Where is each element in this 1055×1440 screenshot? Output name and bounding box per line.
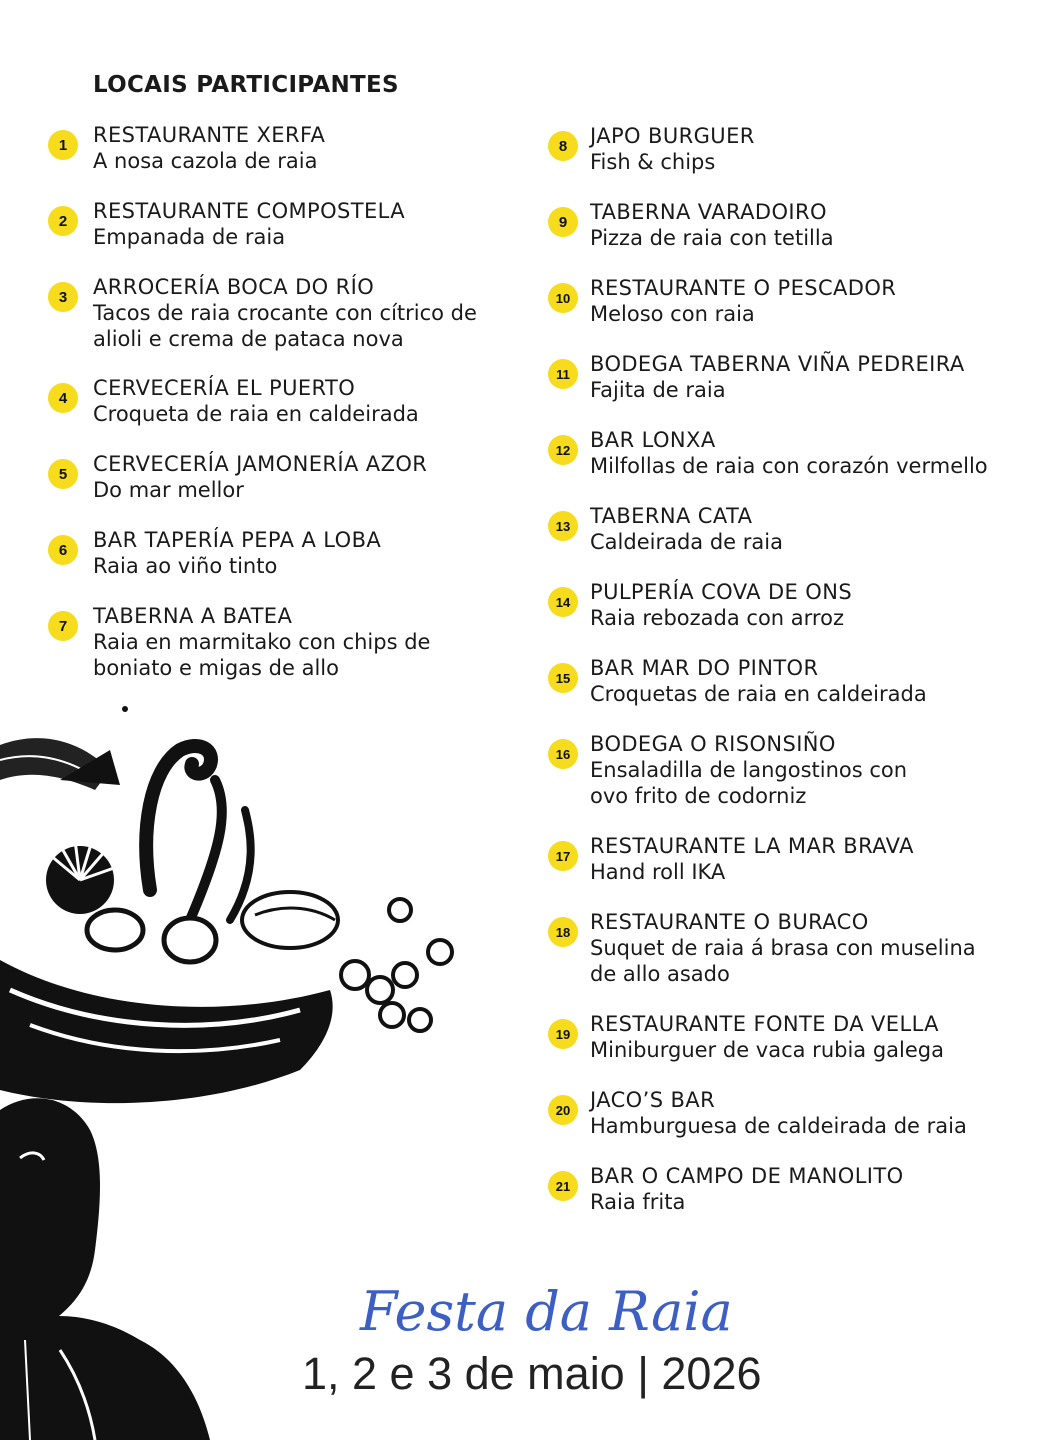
- venue-name: RESTAURANTE LA MAR BRAVA: [590, 834, 914, 858]
- dish-description: boniato e migas de allo: [93, 656, 339, 680]
- entry-number-badge: 8: [548, 131, 578, 161]
- venue-name: TABERNA A BATEA: [93, 604, 293, 628]
- entry-number-badge: 13: [548, 511, 578, 541]
- venue-name: TABERNA VARADOIRO: [590, 200, 827, 224]
- entry-number-badge: 3: [48, 282, 78, 312]
- dish-description: ovo frito de codorniz: [590, 784, 807, 808]
- entry-number-badge: 20: [548, 1095, 578, 1125]
- entry-number-badge: 12: [548, 435, 578, 465]
- dish-description: Raia frita: [590, 1190, 686, 1214]
- venue-name: CERVECERÍA JAMONERÍA AZOR: [93, 452, 428, 476]
- venue-name: JACO’S BAR: [590, 1088, 716, 1112]
- dish-description: Raia ao viño tinto: [93, 554, 278, 578]
- venue-name: BAR O CAMPO DE MANOLITO: [590, 1164, 904, 1188]
- dish-description: Raia en marmitako con chips de: [93, 630, 431, 654]
- dish-description: alioli e crema de pataca nova: [93, 327, 404, 351]
- event-title: Festa da Raia: [360, 1280, 733, 1343]
- venue-name: BAR LONXA: [590, 428, 716, 452]
- venue-name: BAR MAR DO PINTOR: [590, 656, 819, 680]
- dish-description: Fish & chips: [590, 150, 716, 174]
- dish-description: Croquetas de raia en caldeirada: [590, 682, 927, 706]
- entry-number-badge: 7: [48, 611, 78, 641]
- dish-description: de allo asado: [590, 962, 730, 986]
- venue-name: RESTAURANTE O PESCADOR: [590, 276, 897, 300]
- dish-description: Suquet de raia á brasa con muselina: [590, 936, 976, 960]
- venue-name: RESTAURANTE FONTE DA VELLA: [590, 1012, 939, 1036]
- dish-description: Hamburguesa de caldeirada de raia: [590, 1114, 967, 1138]
- dish-description: Tacos de raia crocante con cítrico de: [93, 301, 477, 325]
- venue-name: RESTAURANTE XERFA: [93, 123, 326, 147]
- entry-number-badge: 15: [548, 663, 578, 693]
- venue-name: BODEGA TABERNA VIÑA PEDREIRA: [590, 352, 965, 376]
- venue-name: PULPERÍA COVA DE ONS: [590, 580, 853, 604]
- entry-number-badge: 21: [548, 1171, 578, 1201]
- dish-description: Do mar mellor: [93, 478, 244, 502]
- dish-description: Pizza de raia con tetilla: [590, 226, 834, 250]
- entry-number-badge: 17: [548, 841, 578, 871]
- entry-number-badge: 19: [548, 1019, 578, 1049]
- entry-number-badge: 10: [548, 283, 578, 313]
- page-heading: LOCAIS PARTICIPANTES: [93, 72, 399, 98]
- dish-description: Fajita de raia: [590, 378, 726, 402]
- event-dates: 1, 2 e 3 de maio | 2026: [302, 1348, 762, 1399]
- dish-description: Ensaladilla de langostinos con: [590, 758, 908, 782]
- venue-name: BAR TAPERÍA PEPA A LOBA: [93, 528, 382, 552]
- entry-number-badge: 1: [48, 130, 78, 160]
- dish-description: Raia rebozada con arroz: [590, 606, 844, 630]
- venue-name: JAPO BURGUER: [590, 124, 755, 148]
- entry-number-badge: 16: [548, 739, 578, 769]
- entry-number-badge: 11: [548, 359, 578, 389]
- dish-description: Caldeirada de raia: [590, 530, 783, 554]
- entry-number-badge: 5: [48, 459, 78, 489]
- entry-number-badge: 14: [548, 587, 578, 617]
- dish-description: Miniburguer de vaca rubia galega: [590, 1038, 944, 1062]
- venue-name: CERVECERÍA EL PUERTO: [93, 376, 356, 400]
- entry-number-badge: 9: [548, 207, 578, 237]
- dish-description: Meloso con raia: [590, 302, 755, 326]
- venue-name: TABERNA CATA: [590, 504, 753, 528]
- dish-description: Milfollas de raia con corazón vermello: [590, 454, 988, 478]
- dish-description: Croqueta de raia en caldeirada: [93, 402, 419, 426]
- venue-name: ARROCERÍA BOCA DO RÍO: [93, 275, 375, 299]
- entry-number-badge: 6: [48, 535, 78, 565]
- venue-name: RESTAURANTE COMPOSTELA: [93, 199, 405, 223]
- dish-description: Hand roll IKA: [590, 860, 726, 884]
- venue-name: RESTAURANTE O BURACO: [590, 910, 869, 934]
- venue-name: BODEGA O RISONSIÑO: [590, 732, 836, 756]
- entry-number-badge: 18: [548, 917, 578, 947]
- entry-number-badge: 4: [48, 383, 78, 413]
- entry-number-badge: 2: [48, 206, 78, 236]
- dish-description: A nosa cazola de raia: [93, 149, 318, 173]
- dish-description: Empanada de raia: [93, 225, 286, 249]
